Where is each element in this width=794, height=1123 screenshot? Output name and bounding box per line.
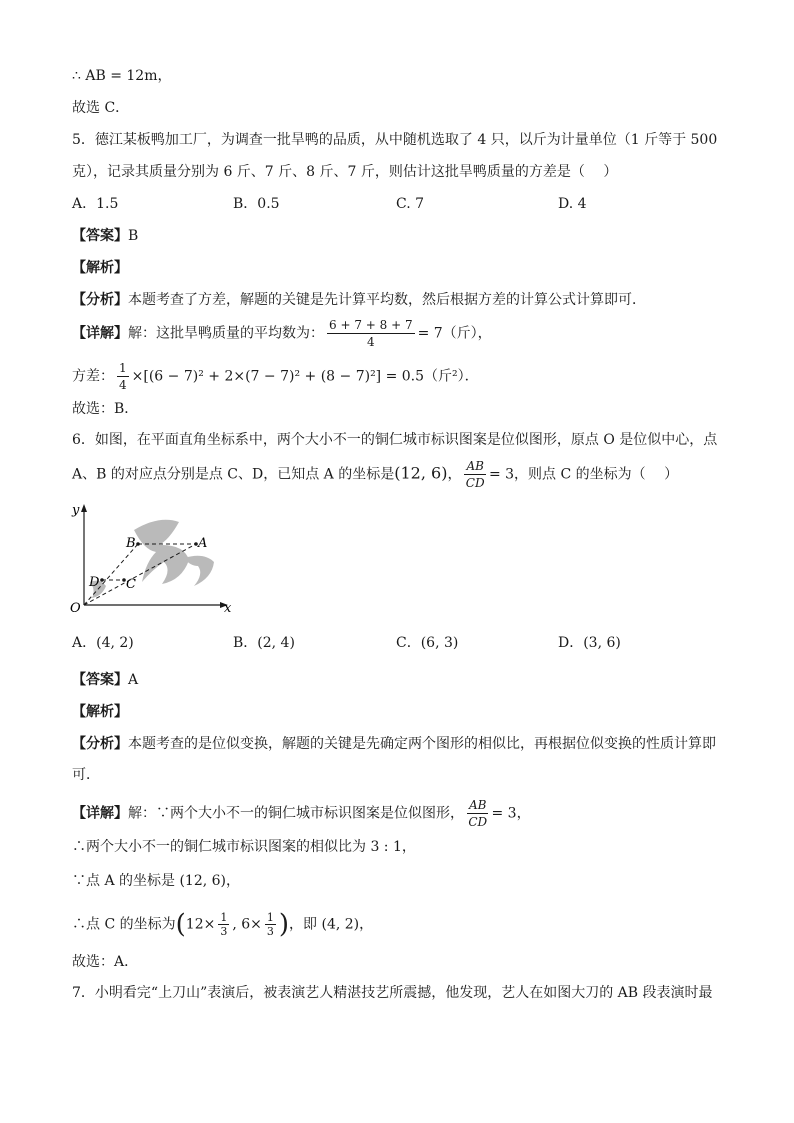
- q6-option-c: C．(6, 3): [396, 635, 459, 651]
- label-b: B: [126, 536, 136, 551]
- q5-analysis: [72, 290, 646, 310]
- q5-stem-2: 克），记录其质量分别为 6 斤、7 斤、8 斤、7 斤，则估计这批旱鸭质量的方差是（ ）: [72, 164, 618, 180]
- q5-option-d: D. 4: [558, 196, 587, 212]
- mean-numerator: 6 + 7 + 8 + 7: [329, 318, 413, 332]
- q6-analysis-1: [72, 734, 716, 754]
- answer-value: B: [128, 228, 139, 244]
- point-b: [136, 542, 140, 546]
- q6-stem-1: 6．如图，在平面直角坐标系中，两个大小不一的铜仁城市标识图案是位似图形，原点 O 是位似中心，点: [72, 432, 718, 448]
- q5-stem-1: 5．德江某板鸭加工厂，为调查一批旱鸭的品质，从中随机选取了 4 只，以斤为计量单位（1 斤等于 500: [72, 132, 718, 148]
- ratio-denominator: CD: [465, 476, 485, 490]
- ratio-equals: = 3，: [491, 805, 531, 822]
- coord-x-mult: 12×: [185, 916, 216, 933]
- q5-detail-mean: [72, 317, 492, 350]
- detail-tag: 【详解】: [72, 325, 128, 342]
- answer-tag: 【答案】: [72, 228, 128, 244]
- detail-text: 解：∵两个大小不一的铜仁城市标识图案是位似图形，: [128, 805, 464, 822]
- q5-answer: [72, 226, 138, 246]
- mean-fraction: [327, 317, 415, 350]
- variance-fraction: [117, 360, 129, 393]
- label-o: O: [70, 601, 81, 616]
- ratio-fraction: [464, 458, 485, 491]
- homothety-figure: [64, 500, 244, 620]
- q6-jiexi-tag: 【解析】: [72, 704, 128, 720]
- answer-tag: 【答案】: [72, 672, 128, 688]
- coord-y-mult: , 6×: [232, 916, 262, 933]
- q6-answer: [72, 670, 138, 690]
- q6-option-d: D．(3, 6): [558, 635, 621, 651]
- q7-stem-1: 7．小明看完“上刀山”表演后，被表演艺人精湛技艺所震撼，他发现，艺人在如图大刀的 AB 段表演时最: [72, 985, 713, 1001]
- right-paren: ): [278, 909, 290, 940]
- one-third-fraction-2: [265, 911, 276, 938]
- analysis-tag: 【分析】: [72, 292, 128, 308]
- city-logo-watermark: [90, 520, 214, 598]
- one-third-num-2: 1: [266, 911, 274, 924]
- analysis-text: 本题考查的是位似变换，解题的关键是先确定两个图形的相似比，再根据位似变换的性质计算即: [128, 736, 716, 752]
- q6-option-b: B．(2, 4): [233, 635, 295, 651]
- one-third-den: 3: [220, 925, 228, 938]
- answer-value: A: [128, 672, 139, 688]
- variance-numerator: 1: [119, 361, 127, 375]
- q6-stem-2d: = 3，则点 C 的坐标为（ ）: [488, 466, 679, 483]
- q6-analysis-2: 可．: [72, 767, 100, 783]
- q5-option-c: C. 7: [396, 196, 425, 212]
- q6-point-c-line: [72, 911, 373, 938]
- ratio-denominator: CD: [468, 815, 488, 829]
- ratio-numerator: AB: [466, 459, 484, 473]
- ratio-fraction: [467, 797, 488, 830]
- point-d: [100, 578, 104, 582]
- variance-denominator: 4: [119, 378, 127, 392]
- label-a: A: [198, 536, 208, 551]
- mean-result: = 7（斤），: [417, 325, 492, 342]
- one-third-fraction: [218, 911, 229, 938]
- ratio-numerator: AB: [469, 798, 487, 812]
- q6-stem-2: [72, 458, 678, 491]
- label-y: y: [72, 503, 80, 518]
- line-choose-c: 故选 C．: [72, 100, 130, 116]
- detail-text: 解：这批旱鸭质量的平均数为：: [128, 325, 324, 342]
- detail-tag: 【详解】: [72, 805, 128, 822]
- q6-ratio-line: ∴两个大小不一的铜仁城市标识图案的相似比为 3 : 1，: [72, 839, 416, 855]
- q6-detail: [72, 797, 531, 830]
- q6-choose: 故选：A．: [72, 954, 139, 970]
- point-a-coord: (12, 6): [394, 463, 448, 483]
- line-ab-equals: ∴ AB = 12m，: [72, 68, 172, 84]
- analysis-tag: 【分析】: [72, 736, 128, 752]
- label-d: D: [89, 575, 100, 590]
- q5-option-a: A．1.5: [72, 196, 119, 212]
- point-c-text: ∴点 C 的坐标为: [72, 916, 176, 933]
- label-x: x: [224, 601, 232, 616]
- q5-variance: [72, 360, 479, 393]
- q5-jiexi-tag: 【解析】: [72, 260, 128, 276]
- analysis-text: 本题考查了方差，解题的关键是先计算平均数，然后根据方差的计算公式计算即可．: [128, 292, 646, 308]
- q5-option-b: B．0.5: [233, 196, 280, 212]
- left-paren: (: [175, 909, 186, 940]
- q6-stem-2a: A、B 的对应点分别是点 C、D，已知点 A 的坐标是: [72, 466, 395, 483]
- point-c-result: ，即 (4, 2)，: [289, 916, 374, 933]
- q6-point-a-line: ∵点 A 的坐标是 (12, 6)，: [72, 873, 241, 889]
- q6-stem-2c: ，: [447, 466, 462, 483]
- mean-denominator: 4: [366, 335, 375, 349]
- one-third-den-2: 3: [266, 925, 274, 938]
- variance-expression: ×[(6 − 7)² + 2×(7 − 7)² + (8 − 7)²] = 0.5（斤²）．: [131, 368, 479, 385]
- q6-option-a: A．(4, 2): [72, 635, 134, 651]
- q5-choose: 故选：B．: [72, 401, 139, 417]
- label-c: C: [126, 577, 136, 592]
- one-third-num: 1: [220, 911, 228, 924]
- variance-label: 方差：: [72, 368, 114, 385]
